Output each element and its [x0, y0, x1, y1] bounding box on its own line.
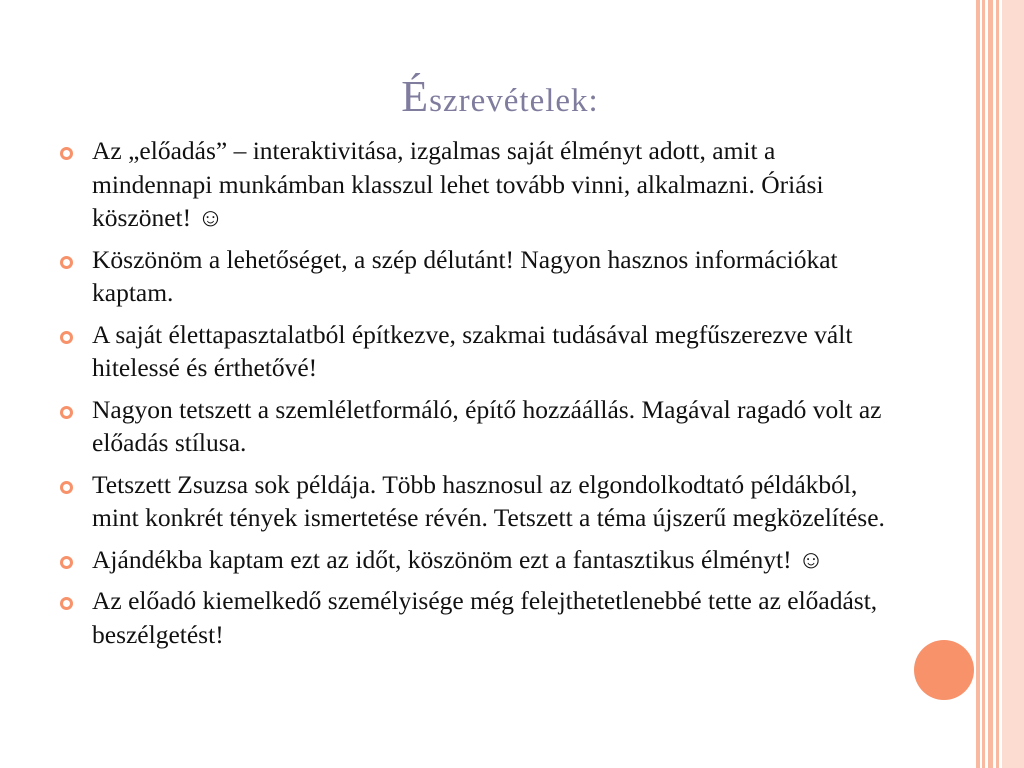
slide-title [60, 70, 940, 128]
list-item [60, 393, 900, 460]
title-rest: szrevételek: [429, 83, 599, 119]
list-item-text: Nagyon tetszett a szemléletformáló, építő hozzáállás. Magával ragadó volt az előadás stílusa. [92, 394, 882, 457]
list-item-text: A saját élettapasztalatból építkezve, szakmai tudásával megfűszerezve vált hitelessé és érthetővé! [92, 319, 853, 382]
list-item-text: Az előadó kiemelkedő személyisége még felejthetetlenebbé tette az előadást, beszélgetést! [92, 586, 878, 649]
bullet-icon [60, 331, 73, 344]
stripe [988, 0, 993, 768]
list-item-text: Az „előadás” – interaktivitása, izgalmas saját élményt adott, amit a mindennapi munkámban klasszul lehet tovább vinni, alkalmazni. Óriási köszönet! ☺ [92, 136, 824, 232]
bullet-icon [60, 481, 73, 494]
stripe [1002, 0, 1024, 768]
list-item-text: Tetszett Zsuzsa sok példája. Több hasznosul az elgondolkodtató példákból, mint konkrét tények ismertetése révén. Tetszett a téma újszerű megközelítése. [92, 469, 885, 532]
list-item [60, 243, 900, 310]
bullet-icon [60, 597, 73, 610]
bullet-icon [60, 556, 73, 569]
list-item [60, 584, 900, 651]
list-item [60, 134, 900, 235]
list-item [60, 543, 900, 577]
list-item [60, 318, 900, 385]
decorative-stripes [976, 0, 1024, 768]
stripe [976, 0, 980, 768]
bullet-list [60, 134, 900, 659]
list-item [60, 468, 900, 535]
title-first-letter: É [401, 72, 430, 121]
accent-circle [914, 640, 974, 700]
list-item-text: Köszönöm a lehetőséget, a szép délutánt! Nagyon hasznos információkat kaptam. [92, 244, 838, 307]
stripe [982, 0, 985, 768]
bullet-icon [60, 406, 73, 419]
stripe [996, 0, 999, 768]
list-item-text: Ajándékba kaptam ezt az időt, köszönöm ezt a fantasztikus élményt! ☺ [92, 544, 824, 574]
bullet-icon [60, 256, 73, 269]
bullet-icon [60, 147, 73, 160]
